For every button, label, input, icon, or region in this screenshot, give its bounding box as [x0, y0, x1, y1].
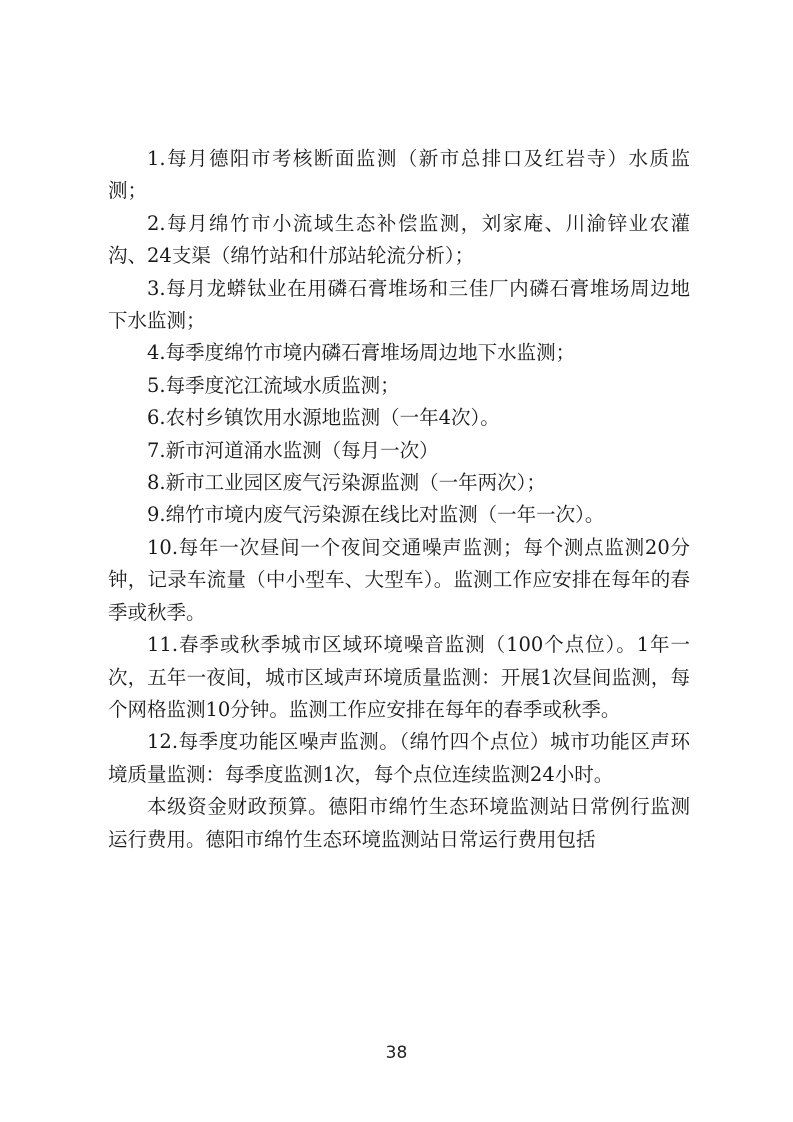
- paragraph-item-5: 5.每季度沱江流域水质监测；: [147, 373, 400, 397]
- paragraph-item-8: 8.新市工业园区废气污染源监测（一年两次）；: [147, 471, 546, 495]
- paragraph-item-1: 1.每月德阳市考核断面监测（新市总排口及红岩寺）水质监测；: [108, 147, 690, 203]
- paragraph-item-3: 3.每月龙蟒钛业在用磷石膏堆场和三佳厂内磷石膏堆场周边地下水监测；: [108, 276, 690, 333]
- paragraph-item-12: 12.每季度功能区噪声监测。（绵竹四个点位）城市功能区声环境质量监测：每季度监测1次，每个点位连续监测24小时。: [108, 730, 690, 786]
- paragraph-item-10: 10.每年一次昼间一个夜间交通噪声监测；每个测点监测20分钟，记录车流量（中小型车、大型车）。监测工作应安排在每年的春季或秋季。: [108, 535, 690, 624]
- paragraph-item-9: 9.绵竹市境内废气污染源在线比对监测（一年一次）。: [147, 503, 605, 527]
- paragraph-item-4: 4.每季度绵竹市境内磷石膏堆场周边地下水监测；: [147, 341, 576, 365]
- paragraph-item-7: 7.新市河道涌水监测（每月一次）: [147, 438, 439, 462]
- page-number: 38: [385, 1043, 408, 1063]
- document-body: [108, 143, 690, 856]
- paragraph-item-6: 6.农村乡镇饮用水源地监测（一年4次）。: [147, 406, 500, 430]
- paragraph-budget: 本级资金财政预算。德阳市绵竹生态环境监测站日常例行监测运行费用。德阳市绵竹生态环境监测站日常运行费用包括: [108, 795, 690, 851]
- paragraph-item-2: 2.每月绵竹市小流域生态补偿监测，刘家庵、川渝锌业农灌沟、24支渠（绵竹站和什邡站轮流分析）；: [108, 211, 690, 268]
- paragraph-item-11: 11.春季或秋季城市区域环境噪音监测（100个点位）。1年一次，五年一夜间，城市区域声环境质量监测：开展1次昼间监测，每个网格监测10分钟。监测工作应安排在每年的春季或秋季。: [108, 633, 690, 721]
